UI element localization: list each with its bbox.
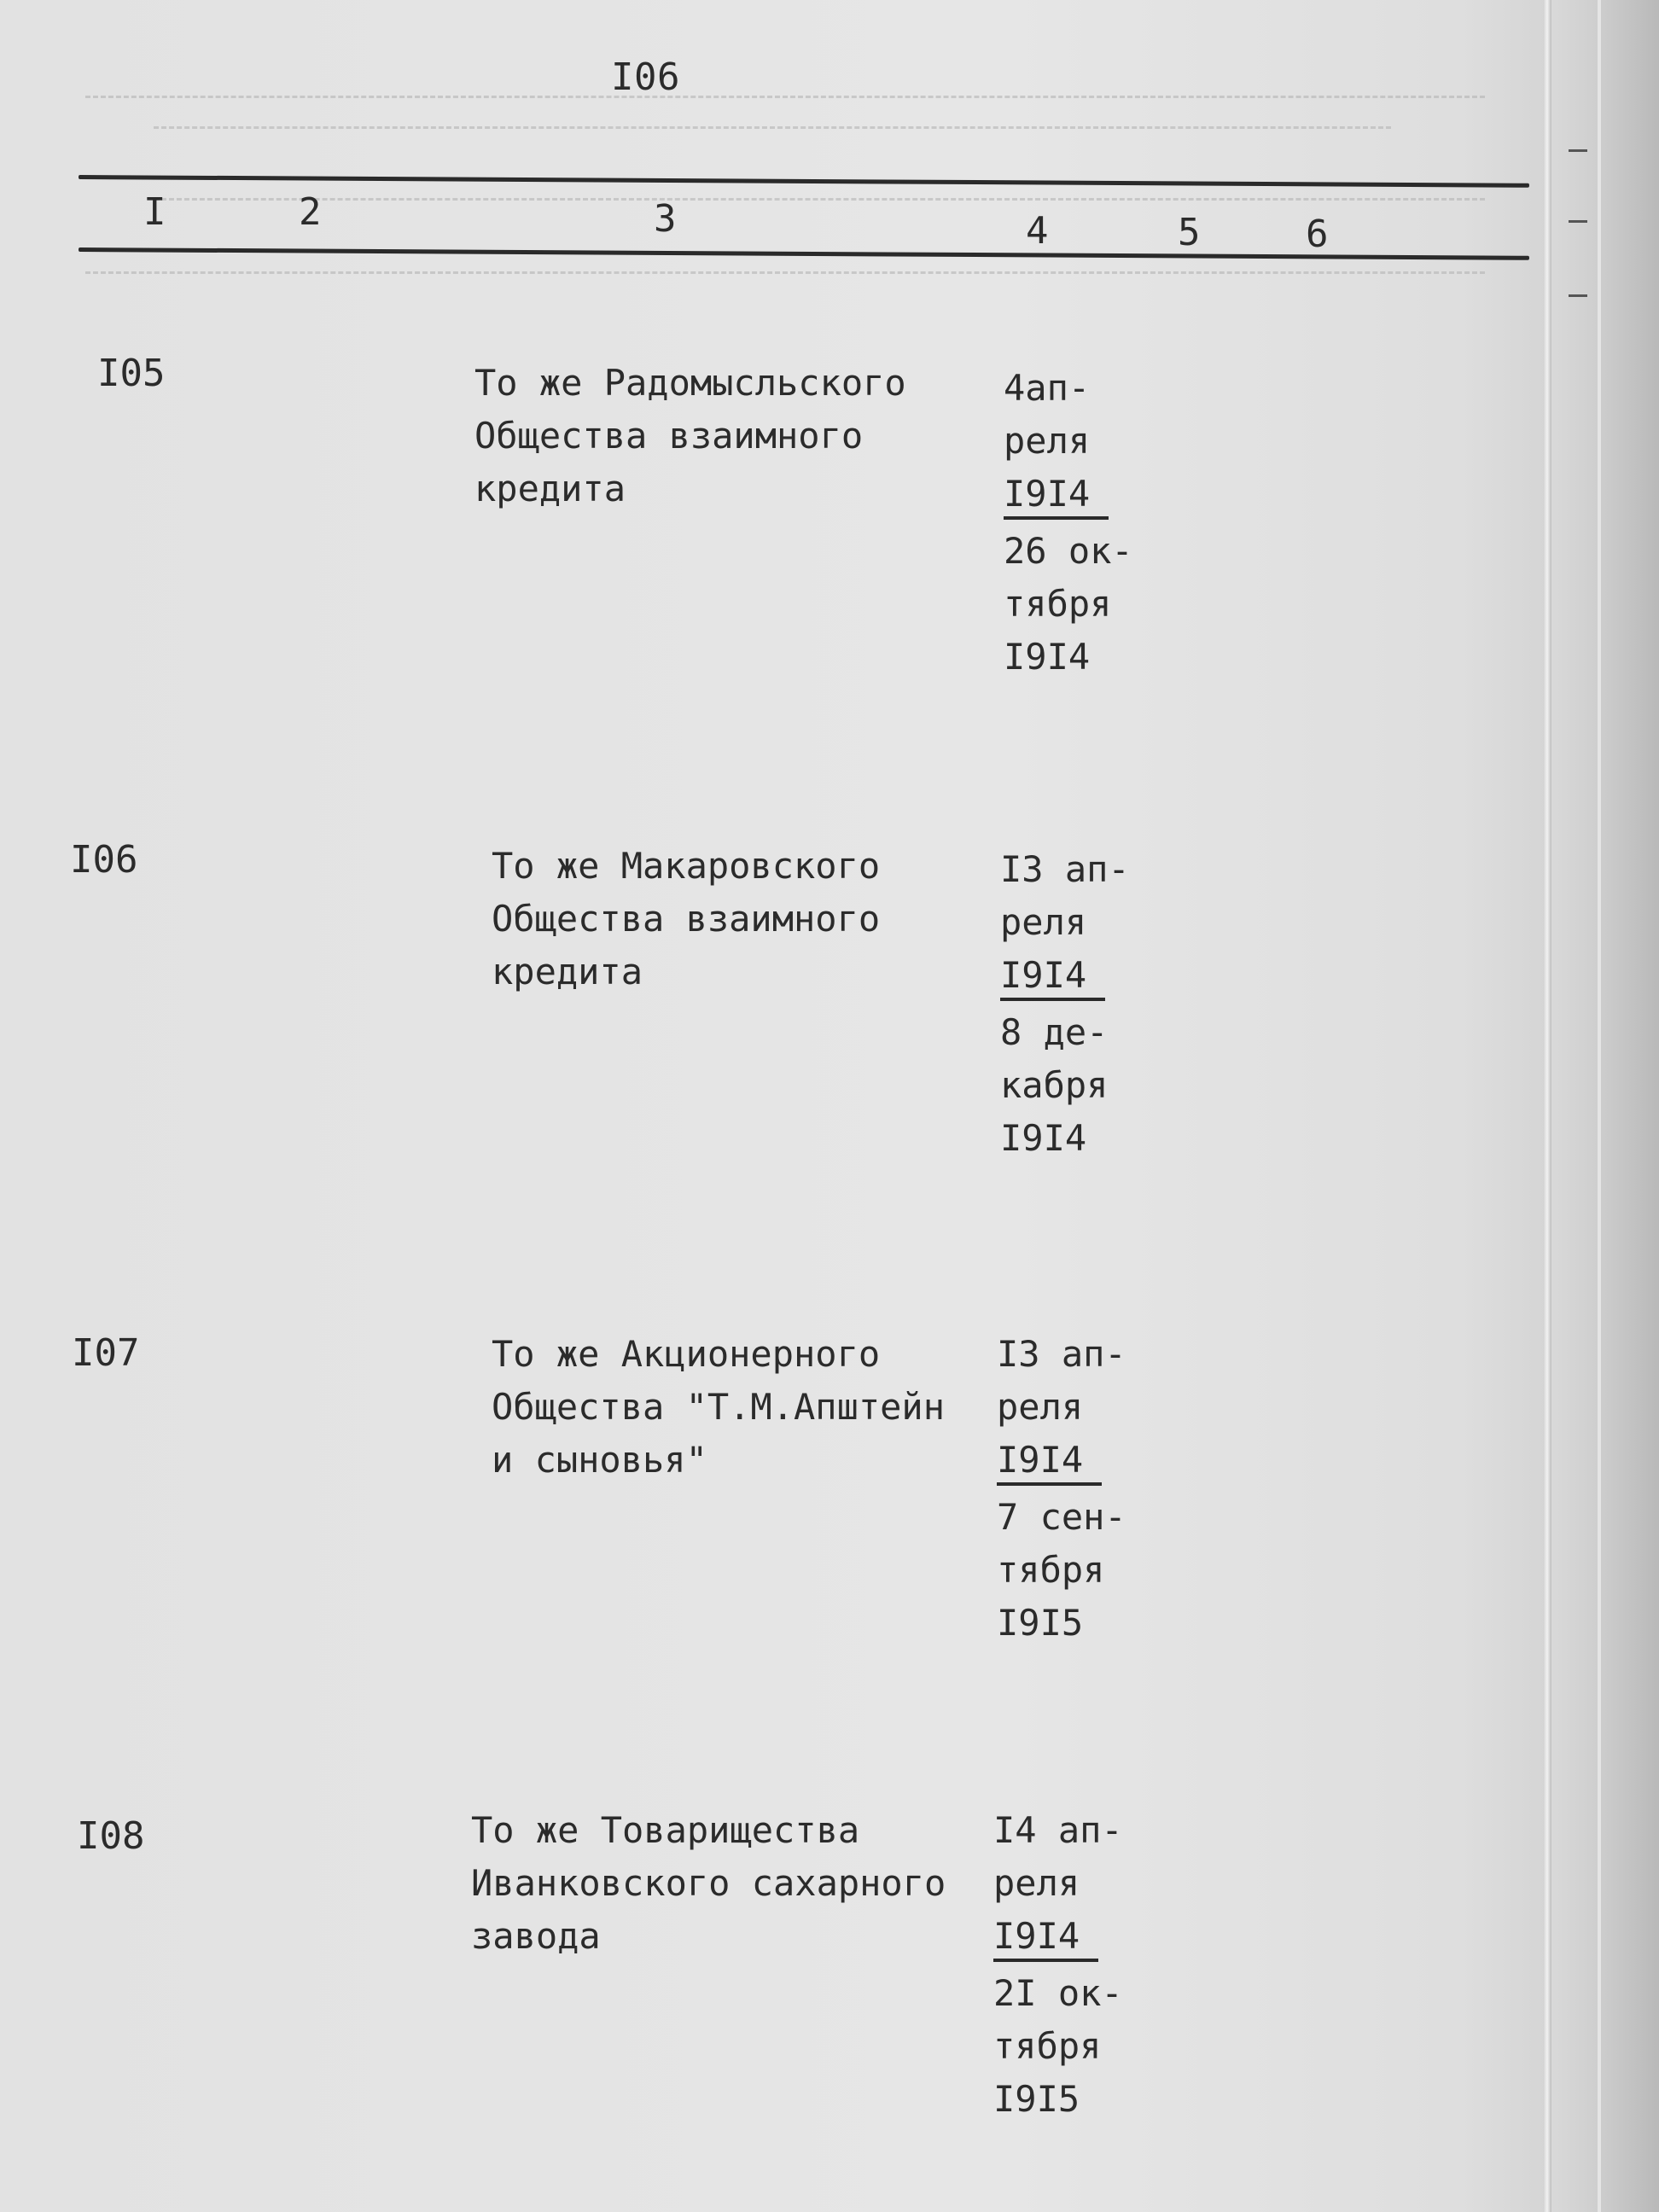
end-date-year: I9I4 <box>1004 636 1091 678</box>
entry-number: I05 <box>97 352 166 395</box>
start-date-day: I3 ап- <box>997 1333 1126 1375</box>
description-line: То же Радомысльского <box>474 362 906 404</box>
column-header-4: 4 <box>1026 209 1049 253</box>
description-line: То же Товарищества <box>471 1809 860 1851</box>
column-header-3: 3 <box>654 197 677 241</box>
description-line: кредита <box>474 468 626 509</box>
column-header-6: 6 <box>1306 212 1329 256</box>
underlying-page-edge <box>1598 0 1601 2212</box>
end-date-day: 7 сен- <box>997 1496 1126 1538</box>
description-line: Общества взаимного <box>474 415 864 457</box>
description-line: Общества взаимного <box>492 898 881 940</box>
edge-tick <box>1569 220 1587 223</box>
entry-dates <box>1000 843 1145 1165</box>
end-date-day: 26 ок- <box>1004 530 1133 572</box>
end-date-month: тября <box>993 2025 1102 2067</box>
entry-dates <box>997 1328 1142 1650</box>
end-date-month: тября <box>997 1549 1105 1591</box>
edge-tick <box>1569 294 1587 297</box>
entry-dates <box>993 1804 1138 2126</box>
description-line: завода <box>471 1915 601 1957</box>
start-date-day: I4 ап- <box>993 1809 1123 1851</box>
bleed-through-line <box>154 126 1391 129</box>
edge-tick <box>1569 149 1587 152</box>
entry-number: I07 <box>72 1331 140 1375</box>
description-line: То же Акционерного <box>492 1333 881 1375</box>
column-header-1: I <box>143 190 166 234</box>
description-line: Иванковского сахарного <box>471 1862 946 1904</box>
entry-description <box>471 1804 949 1963</box>
bleed-through-line <box>154 198 1485 201</box>
description-line: кредита <box>492 951 643 992</box>
description-line: и сыновья" <box>492 1439 707 1481</box>
end-date-day: 2I ок- <box>993 1972 1123 2014</box>
end-date-year: I9I5 <box>993 2078 1080 2120</box>
bleed-through-line <box>85 96 1485 98</box>
column-header-5: 5 <box>1178 211 1201 254</box>
start-date-month: реля <box>993 1862 1080 1904</box>
end-date-month: кабря <box>1000 1064 1109 1106</box>
start-date-day: 4ап- <box>1004 367 1091 409</box>
end-date-year: I9I4 <box>1000 1117 1087 1159</box>
start-date-year: I9I4 <box>1004 472 1109 520</box>
entry-description <box>492 840 969 998</box>
entry-description <box>492 1328 969 1487</box>
start-date-year: I9I4 <box>997 1438 1102 1486</box>
start-date-month: реля <box>1000 901 1087 943</box>
end-date-year: I9I5 <box>997 1602 1084 1644</box>
entry-number: I06 <box>70 838 138 882</box>
page-number: I06 <box>611 55 680 99</box>
entry-dates <box>1004 362 1149 684</box>
description-line: То же Макаровского <box>492 845 881 887</box>
start-date-year: I9I4 <box>1000 953 1105 1001</box>
underlying-page <box>1551 0 1659 2212</box>
start-date-year: I9I4 <box>993 1914 1098 1962</box>
end-date-month: тября <box>1004 583 1112 625</box>
entry-description <box>474 357 952 515</box>
end-date-day: 8 де- <box>1000 1011 1109 1053</box>
bleed-through-line <box>85 271 1485 274</box>
entry-number: I08 <box>77 1814 145 1858</box>
description-line: Общества "Т.М.Апштейн <box>492 1386 946 1428</box>
start-date-month: реля <box>1004 420 1091 462</box>
start-date-month: реля <box>997 1386 1084 1428</box>
column-header-2: 2 <box>299 190 322 234</box>
page-edge <box>1543 0 1551 2212</box>
start-date-day: I3 ап- <box>1000 848 1130 890</box>
